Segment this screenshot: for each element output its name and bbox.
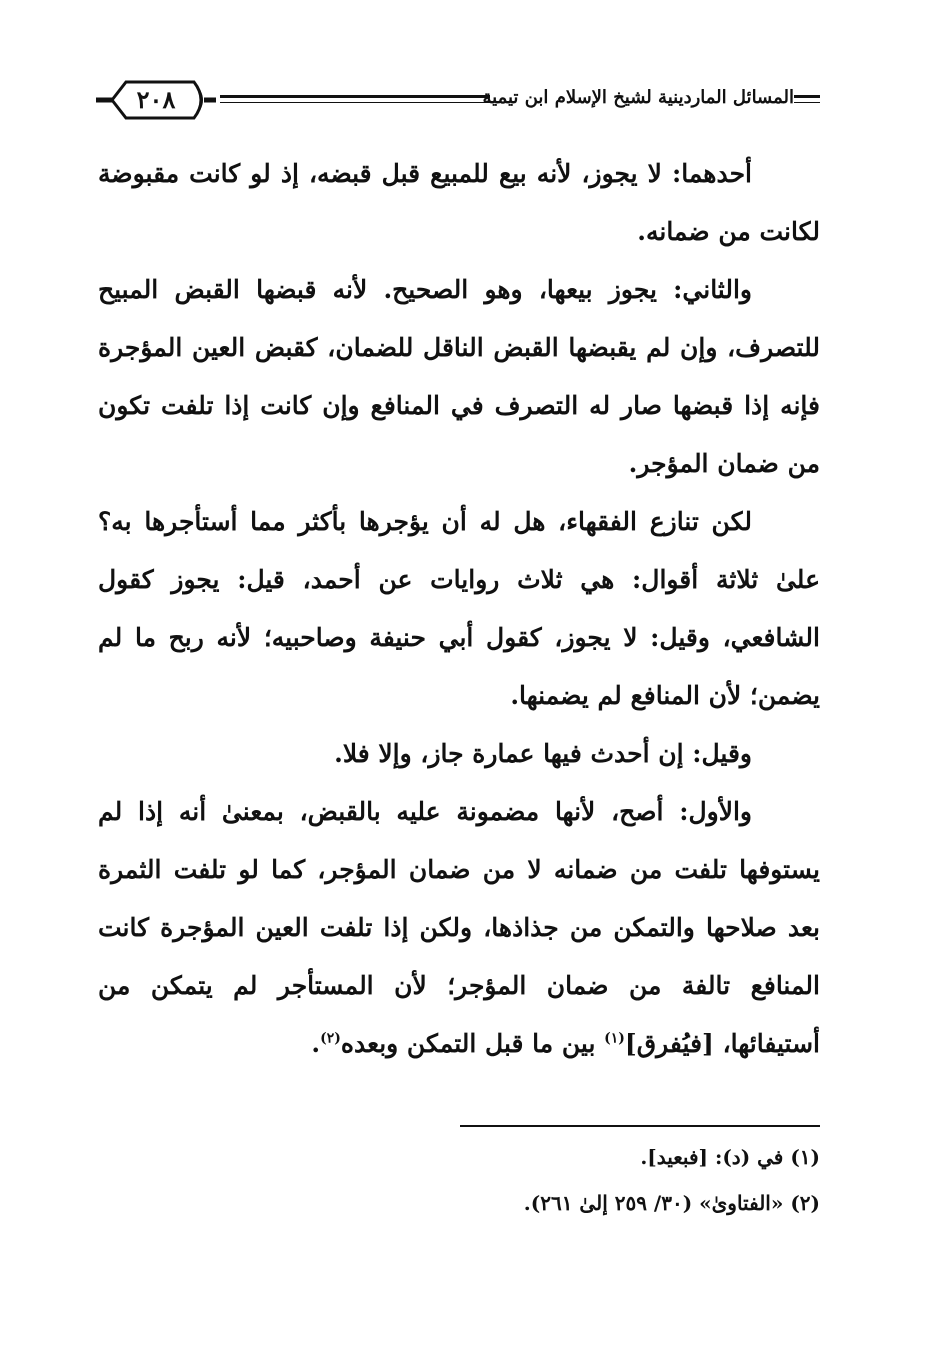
page-number: ٢٠٨: [136, 85, 176, 114]
running-header: [96, 78, 820, 122]
paragraph: وقيل: إن أحدث فيها عمارة جاز، وإلا فلا.: [334, 739, 752, 768]
footnote-1: (١) في (د): [فبعيد].: [640, 1145, 820, 1169]
paragraph-end: .: [311, 1029, 321, 1058]
header-rule: [220, 95, 490, 103]
paragraph-last: [98, 783, 820, 1073]
paragraph-text-continued: بين ما قبل التمكن وبعده: [340, 1029, 605, 1058]
running-title: المسائل الماردينية لشيخ الإسلام ابن تيمية: [482, 87, 794, 108]
footnote-2: (٢) «الفتاوىٰ» (٣٠/ ٢٥٩ إلىٰ ٢٦١).: [523, 1191, 820, 1215]
footnote-marker-1: (١): [604, 1030, 625, 1047]
footnote-marker-2: (٢): [320, 1030, 341, 1047]
footnotes: [420, 1134, 820, 1226]
footnote-divider: [460, 1125, 820, 1127]
header-rule-end: [794, 95, 820, 103]
paragraph: لكن تنازع الفقهاء، هل له أن يؤجرها بأكثر مما أستأجرها به؟ علىٰ ثلاثة أقوال: هي ثلاث روايات عن أحمد، قيل: يجوز كقول الشافعي، وقيل: لا يجوز، كقول أبي حنيفة وصاحبيه؛ لأنه ربح ما لم يضمن؛ لأن المنافع لم يضمنها.: [98, 507, 820, 710]
page-number-ornament: [96, 78, 216, 122]
paragraph: أحدهما: لا يجوز، لأنه بيع للمبيع قبل قبضه، إذ لو كانت مقبوضة لكانت من ضمانه.: [98, 159, 820, 246]
main-text: [98, 145, 820, 1073]
paragraph: والثاني: يجوز بيعها، وهو الصحيح. لأنه قبضها القبض المبيح للتصرف، وإن لم يقبضها القبض الناقل للضمان، كقبض العين المؤجرة فإنه إذا قبضها صار له التصرف في المنافع وإن كانت إذا تلفت تكون من ضمان المؤجر.: [98, 275, 820, 478]
paragraph-text: والأول: أصح، لأنها مضمونة عليه بالقبض، بمعنىٰ أنه إذا لم يستوفها تلفت من ضمانه لا من ضمان المؤجر، كما لو تلفت الثمرة بعد صلاحها والتمكن من جذاذها، ولكن إذا تلفت العين المؤجرة كانت المنافع تالفة من ضمان المؤجر؛ لأن المستأجر لم يتمكن من أستيفائها، [فيُفرق]: [98, 797, 820, 1058]
